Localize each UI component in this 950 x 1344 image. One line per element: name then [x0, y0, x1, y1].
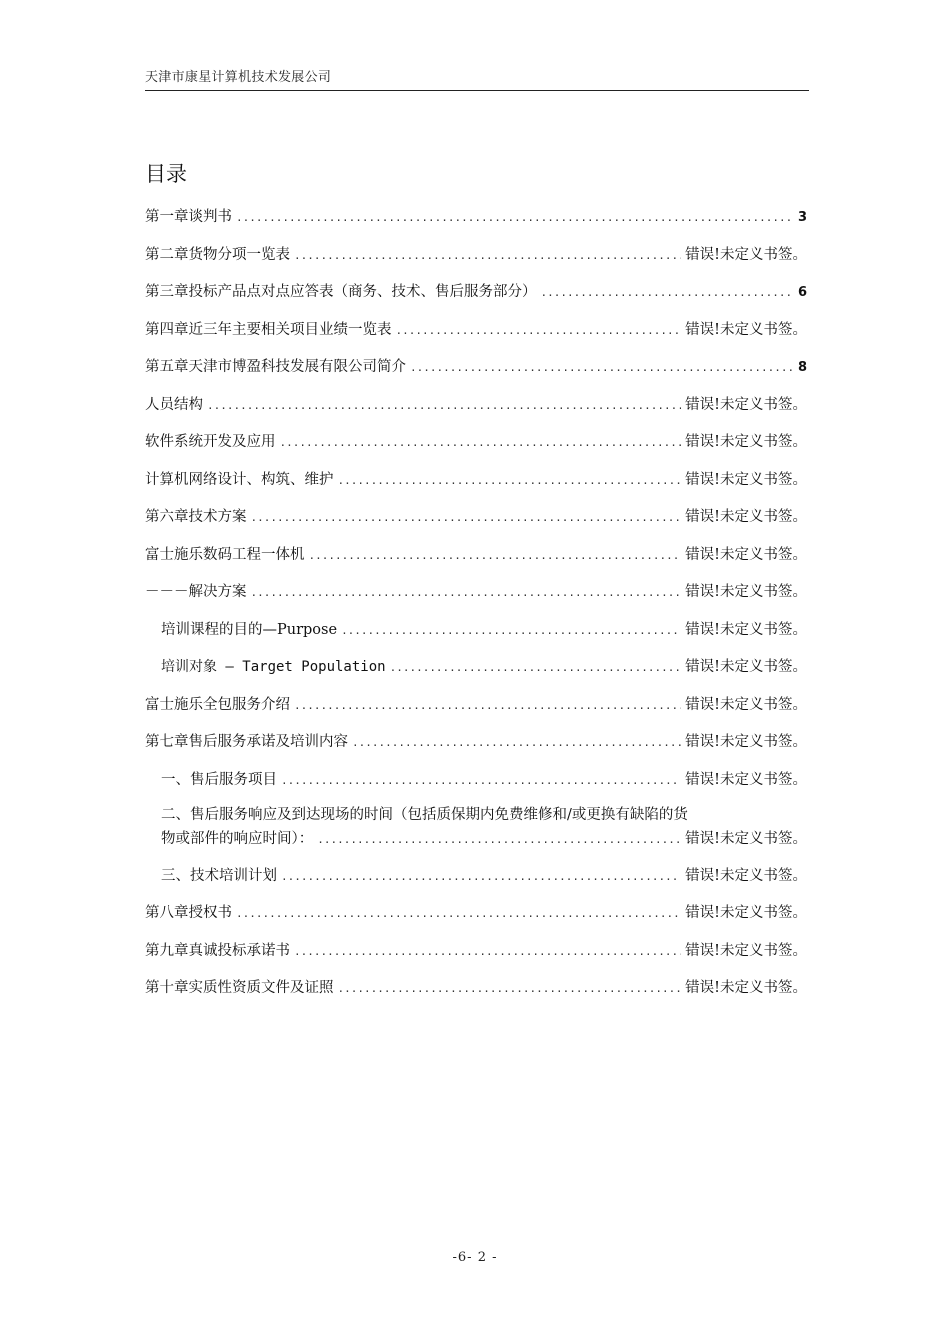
toc-entry-page: 错误!未定义书签。: [685, 942, 807, 959]
toc-entry-page: 错误!未定义书签。: [685, 771, 807, 788]
toc-entry-personnel[interactable]: [145, 393, 807, 418]
toc-leader-dots: [294, 940, 681, 964]
toc-entry-label: 培训课程的目的—Purpose: [161, 621, 338, 638]
toc-entry-label: 富士施乐数码工程一体机: [145, 546, 305, 563]
toc-leader-dots: [338, 469, 682, 493]
toc-entry-page: 错误!未定义书签。: [685, 696, 807, 713]
toc-entry-fuji-service[interactable]: [145, 693, 807, 718]
toc-entry-page: 错误!未定义书签。: [685, 905, 807, 921]
toc-entry-page: 错误!未定义书签。: [685, 396, 807, 413]
toc-leader-dots: [251, 506, 682, 530]
toc-entry-chapter-9[interactable]: [145, 939, 807, 964]
toc-entry-fuji-machine[interactable]: [145, 543, 807, 568]
toc-leader-dots: [396, 319, 682, 343]
toc-leader-dots: [309, 544, 682, 568]
toc-entry-chapter-6[interactable]: [145, 505, 807, 530]
toc-entry-chapter-10[interactable]: [145, 976, 807, 1001]
toc-entry-chapter-4[interactable]: [145, 318, 807, 343]
toc-entry-label: 三、技术培训计划: [161, 867, 277, 884]
toc-title: 目录: [145, 162, 187, 186]
toc-leader-dots: [541, 281, 794, 305]
toc-entry-label: 第三章投标产品点对点应答表（商务、技术、售后服务部分）: [145, 284, 537, 300]
toc-entry-label: 富士施乐全包服务介绍: [145, 696, 290, 713]
toc-entry-service-items[interactable]: [145, 768, 807, 793]
toc-entry-label: 第十章实质性资质文件及证照: [145, 980, 334, 996]
toc-entry-page: 错误!未定义书签。: [685, 471, 807, 488]
toc-leader-dots: [352, 731, 681, 755]
toc-entry-label: 计算机网络设计、构筑、维护: [145, 471, 334, 488]
company-name: 天津市康星计算机技术发展公司: [145, 70, 332, 85]
toc-entry-training-target[interactable]: [145, 655, 807, 680]
toc-entry-chapter-7[interactable]: [145, 730, 807, 755]
toc-leader-dots: [294, 694, 681, 718]
toc-entry-page: 错误!未定义书签。: [685, 509, 807, 525]
toc-entry-training-plan[interactable]: [145, 864, 807, 889]
toc-entry-network[interactable]: [145, 468, 807, 493]
toc-leader-dots: [281, 769, 681, 793]
toc-leader-dots: [338, 977, 682, 1001]
toc-entry-page: 错误!未定义书签。: [685, 584, 807, 600]
toc-entry-label-line2: 物或部件的响应时间）：: [161, 830, 314, 847]
toc-entry-training-purpose[interactable]: [145, 618, 807, 643]
toc-entry-label: 一、售后服务项目: [161, 771, 277, 788]
toc-entry-page: 错误!未定义书签。: [685, 546, 807, 563]
toc-entry-page: 错误!未定义书签。: [685, 434, 807, 450]
toc-entry-label-line1: 二、售后服务响应及到达现场的时间（包括质保期内免费维修和/或更换有缺陷的货: [161, 806, 688, 823]
toc-entry-label: 第七章售后服务承诺及培训内容: [145, 734, 348, 750]
toc-leader-dots: [317, 828, 681, 852]
toc-entry-chapter-1[interactable]: [145, 205, 807, 230]
toc-entry-page: 6: [797, 285, 807, 300]
toc-entry-page: 错误!未定义书签。: [685, 321, 807, 338]
toc-leader-dots: [207, 394, 681, 418]
toc-leader-dots: [410, 356, 794, 380]
toc-entry-page: 错误!未定义书签。: [685, 867, 807, 884]
toc-entry-label: 第四章近三年主要相关项目业绩一览表: [145, 321, 392, 338]
toc-entry-label: 第一章谈判书: [145, 209, 232, 225]
toc-leader-dots: [390, 656, 682, 680]
toc-entry-label: 第五章天津市博盈科技发展有限公司简介: [145, 359, 406, 375]
toc-leader-dots: [236, 902, 681, 926]
toc-entry-label: 培训对象 — Target Population: [161, 659, 386, 675]
toc-entry-label: 第九章真诚投标承诺书: [145, 942, 290, 959]
toc-entry-label: 第八章授权书: [145, 905, 232, 921]
page-number: -6- 2 -: [452, 1250, 498, 1265]
toc-entry-chapter-8[interactable]: [145, 901, 807, 926]
toc-leader-dots: [236, 206, 794, 230]
toc-entry-label: 人员结构: [145, 396, 203, 413]
toc-entry-page: 错误!未定义书签。: [685, 830, 807, 847]
toc-entry-page: 8: [797, 360, 807, 375]
toc-entry-label: 第二章货物分项一览表: [145, 246, 290, 263]
toc-entry-label: 软件系统开发及应用: [145, 434, 276, 450]
page-header: [145, 70, 809, 91]
toc-leader-dots: [280, 431, 682, 455]
toc-leader-dots: [294, 244, 681, 268]
toc-entry-page: 错误!未定义书签。: [685, 621, 807, 638]
toc-entry-software[interactable]: [145, 430, 807, 455]
toc-entry-response-time[interactable]: [145, 803, 807, 852]
toc-entry-page: 错误!未定义书签。: [685, 980, 807, 996]
toc-entry-line2: [161, 827, 807, 852]
toc-leader-dots: [281, 865, 681, 889]
toc-entry-chapter-3[interactable]: [145, 280, 807, 305]
toc-leader-dots: [341, 619, 681, 643]
toc-entry-page: 错误!未定义书签。: [685, 734, 807, 750]
toc-entry-page: 错误!未定义书签。: [685, 659, 807, 675]
toc-entry-label: －－－解决方案: [145, 584, 247, 600]
toc-entry-page: 错误!未定义书签。: [685, 246, 807, 263]
toc-entry-label: 第六章技术方案: [145, 509, 247, 525]
toc-entry-solution[interactable]: [145, 580, 807, 605]
toc-entry-chapter-5[interactable]: [145, 355, 807, 380]
toc-entry-page: 3: [797, 210, 807, 225]
toc-leader-dots: [251, 581, 682, 605]
toc-entry-chapter-2[interactable]: [145, 243, 807, 268]
table-of-contents: [145, 203, 807, 1001]
